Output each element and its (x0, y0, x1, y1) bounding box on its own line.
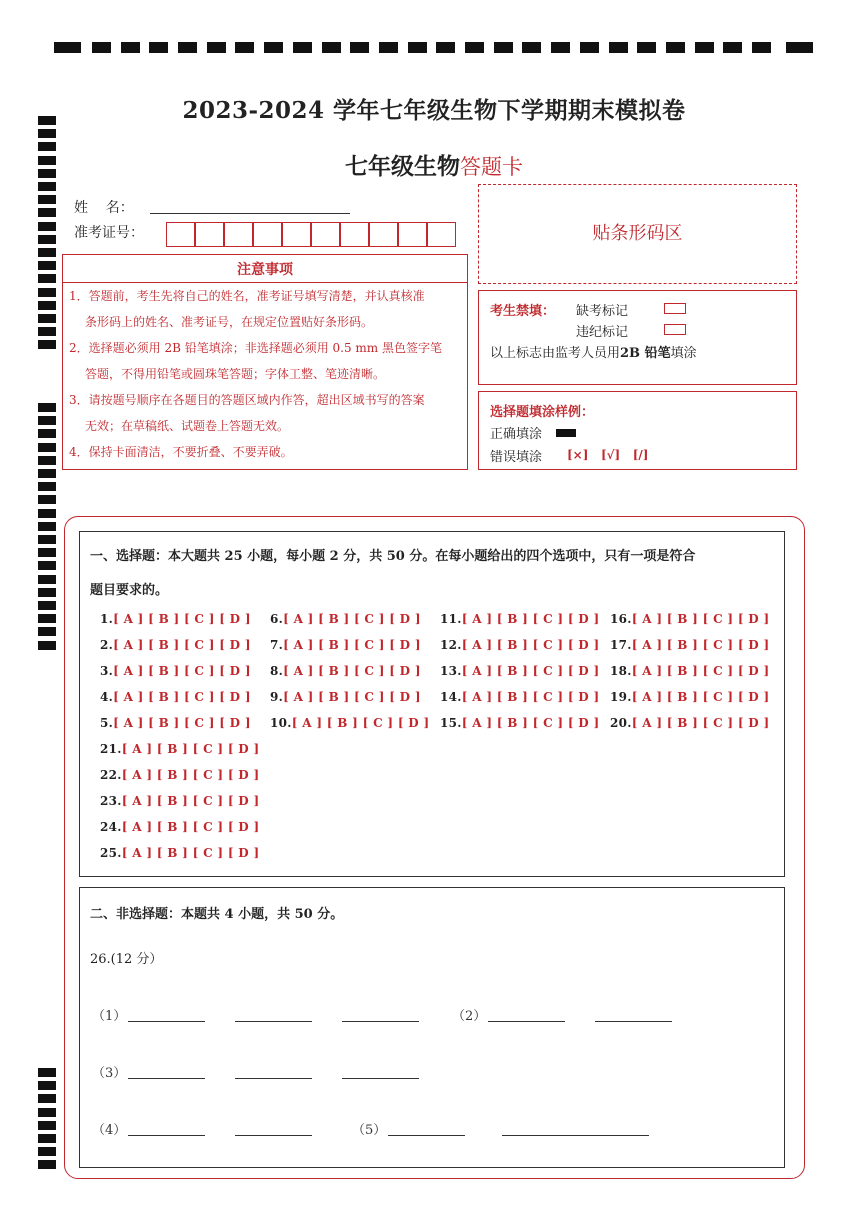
notice-item-1a: 1．答题前，考生先将自己的姓名，准考证号填写清楚，并认真核准 (69, 289, 425, 303)
answer-line[interactable] (235, 1021, 312, 1022)
choice-question-24[interactable] (100, 820, 259, 834)
timing-mark (264, 42, 283, 53)
notice-title: 注意事项 (237, 262, 293, 278)
wrong-fill-label: 错误填涂 (490, 450, 543, 465)
question-number: 12. (440, 638, 462, 652)
timing-mark (38, 301, 56, 310)
answer-options[interactable]: [ A ] [ B ] [ C ] [ D ] (461, 690, 600, 704)
timing-mark (38, 469, 56, 478)
question-number: 3. (100, 664, 114, 678)
timing-mark (551, 42, 570, 53)
timing-mark (522, 42, 541, 53)
choice-question-13[interactable] (440, 664, 599, 678)
section-1-box (79, 531, 785, 877)
answer-options[interactable]: [ A ] [ B ] [ C ] [ D ] (461, 716, 600, 730)
timing-mark (38, 456, 56, 465)
question-number: 22. (100, 768, 122, 782)
timing-mark (38, 641, 56, 650)
question-number: 13. (440, 664, 462, 678)
timing-mark (38, 129, 56, 138)
choice-question-5[interactable] (100, 716, 251, 730)
timing-mark (38, 601, 56, 610)
question-number: 9. (270, 690, 284, 704)
violation-checkbox[interactable] (664, 324, 686, 335)
timing-mark (38, 548, 56, 557)
timing-mark (38, 627, 56, 636)
prohibit-note (490, 342, 697, 361)
id-digit-box[interactable] (340, 222, 369, 247)
prohibit-note-a: 以上标志由监考人员用 (490, 346, 621, 361)
question-number: 20. (610, 716, 632, 730)
timing-mark (38, 195, 56, 204)
answer-options[interactable]: [ A ] [ B ] [ C ] [ D ] (461, 664, 600, 678)
timing-mark (149, 42, 168, 53)
question-number: 10. (270, 716, 292, 730)
choice-question-21[interactable] (100, 742, 259, 756)
part-3-label: （3） (92, 1066, 127, 1081)
choice-question-8[interactable] (270, 664, 421, 678)
timing-mark (38, 288, 56, 297)
timing-mark (38, 1147, 56, 1156)
timing-mark (38, 614, 56, 623)
section-2-title: 二、非选择题：本题共 4 小题，共 50 分。 (90, 907, 344, 922)
question-26-label: 26.(12 分） (90, 952, 163, 967)
answer-options[interactable]: [ A ] [ B ] [ C ] [ D ] (121, 846, 260, 860)
id-digit-box[interactable] (427, 222, 456, 247)
choice-question-4[interactable] (100, 690, 251, 704)
correct-fill-mark (556, 429, 576, 437)
question-number: 1. (100, 612, 114, 626)
choice-question-6[interactable] (270, 612, 421, 626)
choice-question-25[interactable] (100, 846, 259, 860)
timing-mark (38, 208, 56, 217)
timing-mark (723, 42, 742, 53)
answer-line[interactable] (128, 1078, 205, 1079)
timing-mark (637, 42, 656, 53)
main-title: 2023-2024 学年七年级生物下学期期末模拟卷 (182, 97, 686, 124)
answer-options[interactable]: [ A ] [ B ] [ C ] [ D ] (113, 638, 251, 652)
part-2-label: （2） (452, 1009, 487, 1024)
choice-question-20[interactable] (610, 716, 769, 730)
timing-mark (38, 274, 56, 283)
name-label: 姓 名： (74, 200, 134, 216)
violation-label: 违纪标记 (576, 325, 629, 340)
answer-line[interactable] (342, 1021, 419, 1022)
question-number: 5. (100, 716, 114, 730)
answer-options[interactable]: [ A ] [ B ] [ C ] [ D ] (113, 664, 251, 678)
choice-question-7[interactable] (270, 638, 421, 652)
notice-item-3b: 无效；在草稿纸、试题卷上答题无效。 (85, 419, 290, 433)
id-digit-box[interactable] (282, 222, 311, 247)
question-number: 7. (270, 638, 284, 652)
timing-mark (494, 42, 513, 53)
answer-line[interactable] (388, 1135, 465, 1136)
timing-mark (436, 42, 455, 53)
answer-options[interactable]: [ A ] [ B ] [ C ] [ D ] (113, 612, 251, 626)
question-number: 19. (610, 690, 632, 704)
notice-item-3a: 3．请按题号顺序在各题目的答题区域内作答，超出区域书写的答案 (69, 393, 425, 407)
id-digit-box[interactable] (253, 222, 282, 247)
choice-question-3[interactable] (100, 664, 251, 678)
prohibit-box (478, 290, 797, 385)
notice-box (62, 254, 468, 470)
answer-line[interactable] (488, 1021, 565, 1022)
timing-mark (695, 42, 714, 53)
answer-options[interactable]: [ A ] [ B ] [ C ] [ D ] (283, 612, 421, 626)
timing-mark (666, 42, 685, 53)
timing-mark (38, 535, 56, 544)
sub-title (0, 148, 868, 181)
question-number: 14. (440, 690, 462, 704)
answer-options[interactable]: [ A ] [ B ] [ C ] [ D ] (291, 716, 430, 730)
timing-mark (38, 235, 56, 244)
choice-question-14[interactable] (440, 690, 599, 704)
answer-options[interactable]: [ A ] [ B ] [ C ] [ D ] (631, 638, 770, 652)
answer-options[interactable]: [ A ] [ B ] [ C ] [ D ] (631, 612, 770, 626)
choice-question-17[interactable] (610, 638, 769, 652)
choice-question-22[interactable] (100, 768, 259, 782)
prohibit-note-c: 填涂 (670, 346, 697, 361)
timing-mark (38, 1081, 56, 1090)
timing-mark (38, 482, 56, 491)
timing-mark (38, 416, 56, 425)
timing-mark (38, 561, 56, 570)
answer-options[interactable]: [ A ] [ B ] [ C ] [ D ] (461, 612, 600, 626)
question-number: 16. (610, 612, 632, 626)
prohibit-label: 考生禁填： (490, 304, 556, 319)
question-number: 11. (440, 612, 462, 626)
timing-mark (580, 42, 599, 53)
notice-item-2b: 答题，不得用铅笔或圆珠笔答题；字体工整、笔迹清晰。 (85, 367, 386, 381)
question-number: 15. (440, 716, 462, 730)
answer-options[interactable]: [ A ] [ B ] [ C ] [ D ] (461, 638, 600, 652)
answer-options[interactable]: [ A ] [ B ] [ C ] [ D ] (631, 690, 770, 704)
answer-line[interactable] (128, 1135, 205, 1136)
choice-question-19[interactable] (610, 690, 769, 704)
id-label: 准考证号： (74, 225, 144, 241)
choice-question-18[interactable] (610, 664, 769, 678)
timing-mark (350, 42, 369, 53)
answer-options[interactable]: [ A ] [ B ] [ C ] [ D ] (283, 664, 421, 678)
timing-mark (379, 42, 398, 53)
timing-mark (92, 42, 111, 53)
timing-mark (465, 42, 484, 53)
timing-mark (786, 42, 813, 53)
question-number: 24. (100, 820, 122, 834)
question-number: 21. (100, 742, 122, 756)
answer-options[interactable]: [ A ] [ B ] [ C ] [ D ] (121, 820, 260, 834)
answer-line[interactable] (235, 1135, 312, 1136)
question-number: 23. (100, 794, 122, 808)
name-field[interactable] (150, 213, 350, 214)
answer-options[interactable]: [ A ] [ B ] [ C ] [ D ] (631, 716, 770, 730)
timing-mark (38, 522, 56, 531)
choice-question-9[interactable] (270, 690, 421, 704)
part-5-label: （5） (352, 1123, 387, 1138)
notice-item-2a: 2．选择题必须用 2B 铅笔填涂；非选择题必须用 0.5 mm 黑色签字笔 (69, 341, 443, 355)
id-digit-box[interactable] (398, 222, 427, 247)
answer-options[interactable]: [ A ] [ B ] [ C ] [ D ] (113, 690, 251, 704)
timing-mark (38, 588, 56, 597)
choice-question-11[interactable] (440, 612, 599, 626)
answer-line[interactable] (502, 1135, 649, 1136)
notice-item-4: 4．保持卡面清洁，不要折叠、不要弄破。 (69, 445, 293, 459)
timing-mark (54, 42, 81, 53)
section-1-title-line2: 题目要求的。 (90, 583, 169, 598)
barcode-area-label: 贴条形码区 (592, 223, 683, 244)
timing-mark (38, 327, 56, 336)
id-digit-box[interactable] (311, 222, 340, 247)
part-1-label: （1） (92, 1009, 127, 1024)
timing-mark (121, 42, 140, 53)
question-number: 18. (610, 664, 632, 678)
fill-sample-box (478, 391, 797, 470)
answer-options[interactable]: [ A ] [ B ] [ C ] [ D ] (121, 794, 260, 808)
timing-mark (322, 42, 341, 53)
section-1-title-line1: 一、选择题：本大题共 25 小题，每小题 2 分，共 50 分。在每小题给出的四个选项中，只有一项是符合 (90, 549, 696, 564)
absent-label: 缺考标记 (576, 304, 629, 319)
question-number: 25. (100, 846, 122, 860)
timing-mark (38, 1094, 56, 1103)
sub-title-card: 答题卡 (460, 155, 523, 179)
timing-mark (293, 42, 312, 53)
prohibit-note-b: 2B 铅笔 (620, 346, 671, 361)
id-digit-box[interactable] (195, 222, 224, 247)
choice-question-10[interactable] (270, 716, 429, 730)
choice-question-1[interactable] (100, 612, 251, 626)
id-digit-box[interactable] (166, 222, 195, 247)
choice-question-2[interactable] (100, 638, 251, 652)
timing-mark (38, 1160, 56, 1169)
answer-options[interactable]: [ A ] [ B ] [ C ] [ D ] (113, 716, 251, 730)
timing-mark (38, 248, 56, 257)
answer-line[interactable] (235, 1078, 312, 1079)
fill-sample-title: 选择题填涂样例： (490, 405, 595, 420)
section-2-box (79, 887, 785, 1168)
id-digit-box[interactable] (369, 222, 398, 247)
timing-mark (178, 42, 197, 53)
sub-title-subject: 七年级生物 (345, 153, 460, 180)
timing-mark (207, 42, 226, 53)
timing-mark (38, 509, 56, 518)
id-digit-box[interactable] (224, 222, 253, 247)
answer-line[interactable] (342, 1078, 419, 1079)
answer-line[interactable] (128, 1021, 205, 1022)
timing-mark (609, 42, 628, 53)
timing-mark (38, 429, 56, 438)
timing-mark (38, 1121, 56, 1130)
timing-mark (235, 42, 254, 53)
choice-question-23[interactable] (100, 794, 259, 808)
timing-mark (38, 1134, 56, 1143)
question-number: 17. (610, 638, 632, 652)
absent-checkbox[interactable] (664, 303, 686, 314)
timing-mark (38, 261, 56, 270)
answer-options[interactable]: [ A ] [ B ] [ C ] [ D ] (121, 768, 260, 782)
answer-options[interactable]: [ A ] [ B ] [ C ] [ D ] (631, 664, 770, 678)
choice-question-16[interactable] (610, 612, 769, 626)
timing-mark (38, 1108, 56, 1117)
answer-options[interactable]: [ A ] [ B ] [ C ] [ D ] (121, 742, 260, 756)
answer-options[interactable]: [ A ] [ B ] [ C ] [ D ] (283, 690, 421, 704)
question-number: 6. (270, 612, 284, 626)
choice-question-15[interactable] (440, 716, 599, 730)
question-number: 4. (100, 690, 114, 704)
timing-mark (408, 42, 427, 53)
timing-mark (38, 575, 56, 584)
notice-item-1b: 条形码上的姓名、准考证号，在规定位置贴好条形码。 (85, 315, 374, 329)
choice-question-12[interactable] (440, 638, 599, 652)
timing-mark (38, 403, 56, 412)
timing-mark (38, 340, 56, 349)
timing-mark (38, 1068, 56, 1077)
answer-line[interactable] (595, 1021, 672, 1022)
timing-mark (38, 314, 56, 323)
question-number: 2. (100, 638, 114, 652)
barcode-area (478, 184, 797, 284)
part-4-label: （4） (92, 1123, 127, 1138)
correct-fill-label: 正确填涂 (490, 427, 543, 442)
timing-mark (38, 443, 56, 452)
timing-mark (38, 222, 56, 231)
question-number: 8. (270, 664, 284, 678)
wrong-fill-marks: [×] [√] [/] (567, 448, 649, 462)
answer-options[interactable]: [ A ] [ B ] [ C ] [ D ] (283, 638, 421, 652)
timing-mark (38, 495, 56, 504)
timing-mark (752, 42, 771, 53)
timing-mark (38, 182, 56, 191)
